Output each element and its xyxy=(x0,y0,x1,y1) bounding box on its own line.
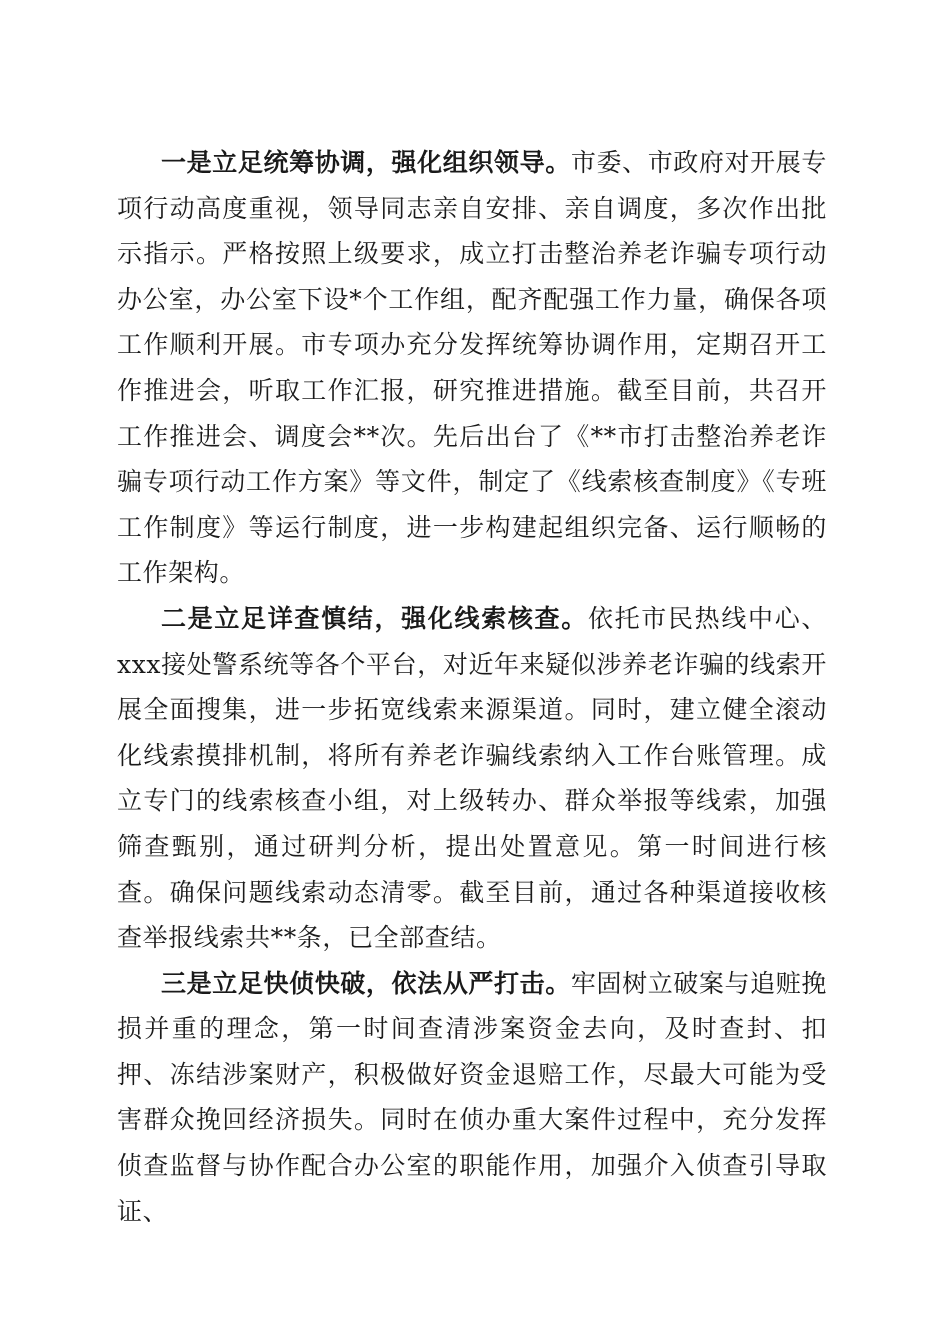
document-body xyxy=(117,140,827,1234)
paragraph-2-heading: 二是立足详查慎结，强化线索核查。 xyxy=(161,603,588,633)
paragraph-3-heading: 三是立足快侦快破，依法从严打击。 xyxy=(161,968,571,998)
paragraph-2 xyxy=(117,596,827,961)
paragraph-3-text: 牢固树立破案与追赃挽损并重的理念，第一时间查清涉案资金去向，及时查封、扣押、冻结涉案财产，积极做好资金退赔工作，尽最大可能为受害群众挽回经济损失。同时在侦办重大案件过程中，充分发挥侦查监督与协作配合办公室的职能作用，加强介入侦查引导取证、 xyxy=(117,968,827,1226)
paragraph-2-text: 依托市民热线中心、xxx接处警系统等各个平台，对近年来疑似涉养老诈骗的线索开展全面搜集，进一步拓宽线索来源渠道。同时，建立健全滚动化线索摸排机制，将所有养老诈骗线索纳入工作台账管理。成立专门的线索核查小组，对上级转办、群众举报等线索，加强筛查甄别，通过研判分析，提出处置意见。第一时间进行核查。确保问题线索动态清零。截至目前，通过各种渠道接收核查举报线索共**条，已全部查结。 xyxy=(117,603,827,953)
paragraph-1 xyxy=(117,140,827,596)
paragraph-1-heading: 一是立足统筹协调，强化组织领导。 xyxy=(161,148,571,177)
paragraph-1-text: 市委、市政府对开展专项行动高度重视，领导同志亲自安排、亲自调度，多次作出批示指示。严格按照上级要求，成立打击整治养老诈骗专项行动办公室，办公室下设*个工作组，配齐配强工作力量，确保各项工作顺利开展。市专项办充分发挥统筹协调作用，定期召开工作推进会，听取工作汇报，研究推进措施。截至目前，共召开工作推进会、调度会**次。先后出台了《**市打击整治养老诈骗专项行动工作方案》等文件，制定了《线索核查制度》《专班工作制度》等运行制度，进一步构建起组织完备、运行顺畅的工作架构。 xyxy=(117,148,827,588)
paragraph-3 xyxy=(117,961,827,1235)
